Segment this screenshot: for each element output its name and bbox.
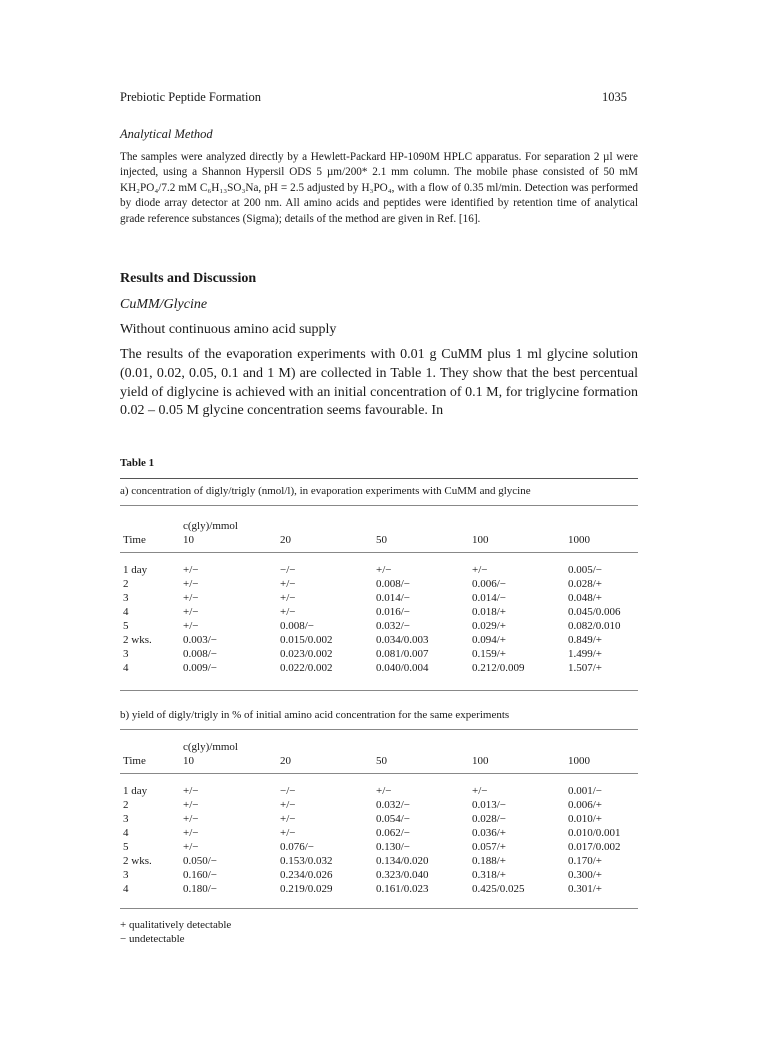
column-header: 1000: [568, 755, 590, 767]
value-cell: 0.017/0.002: [568, 841, 621, 853]
column-header: 20: [280, 534, 291, 546]
value-cell: +/−: [183, 827, 199, 839]
value-cell: 1.507/+: [568, 662, 603, 674]
column-header: 1000: [568, 534, 590, 546]
value-cell: +/−: [183, 785, 199, 797]
value-cell: +/−: [376, 785, 392, 797]
value-cell: 0.180/−: [183, 883, 218, 895]
value-cell: −/−: [280, 785, 296, 797]
value-cell: 0.300/+: [568, 869, 603, 881]
value-cell: +/−: [280, 592, 296, 604]
time-cell: 4: [123, 662, 129, 674]
table-row: [120, 634, 638, 648]
table-legend: [120, 918, 231, 946]
value-cell: 0.009/−: [183, 662, 218, 674]
value-cell: 0.018/+: [472, 606, 507, 618]
value-cell: 0.081/0.007: [376, 648, 429, 660]
time-header: Time: [123, 534, 146, 546]
value-cell: 0.023/0.002: [280, 648, 333, 660]
table-row: [120, 606, 638, 620]
table-rule: [120, 505, 638, 506]
time-cell: 3: [123, 813, 129, 825]
table-rule: [120, 773, 638, 774]
value-cell: 0.003/−: [183, 634, 218, 646]
cumm-glycine-subheading: CuMM/Glycine: [120, 297, 208, 312]
results-heading: Results and Discussion: [120, 271, 257, 286]
value-cell: 0.008/−: [183, 648, 218, 660]
value-cell: +/−: [183, 592, 199, 604]
value-cell: 0.040/0.004: [376, 662, 429, 674]
table-row: [120, 813, 638, 827]
value-cell: 0.076/−: [280, 841, 315, 853]
column-header: 50: [376, 534, 387, 546]
value-cell: +/−: [183, 578, 199, 590]
value-cell: −/−: [280, 564, 296, 576]
time-cell: 2 wks.: [123, 855, 152, 867]
value-cell: 0.029/+: [472, 620, 507, 632]
value-cell: 0.082/0.010: [568, 620, 621, 632]
time-cell: 1 day: [123, 785, 148, 797]
value-cell: 0.045/0.006: [568, 606, 621, 618]
time-cell: 4: [123, 883, 129, 895]
value-cell: 0.036/+: [472, 827, 507, 839]
value-cell: 0.219/0.029: [280, 883, 333, 895]
value-cell: 0.134/0.020: [376, 855, 429, 867]
value-cell: 0.008/−: [280, 620, 315, 632]
value-cell: 0.048/+: [568, 592, 603, 604]
column-header: 20: [280, 755, 291, 767]
value-cell: +/−: [280, 813, 296, 825]
value-cell: +/−: [472, 564, 488, 576]
legend-item: − undetectable: [120, 933, 185, 945]
running-title: Prebiotic Peptide Formation: [120, 90, 261, 104]
time-cell: 3: [123, 869, 129, 881]
table-b-header-row: [120, 755, 638, 769]
value-cell: +/−: [376, 564, 392, 576]
analytical-method-heading: Analytical Method: [120, 127, 213, 141]
column-header: 100: [472, 534, 489, 546]
value-cell: 0.153/0.032: [280, 855, 333, 867]
table-row: [120, 662, 638, 676]
table-rule: [120, 552, 638, 553]
value-cell: 0.034/0.003: [376, 634, 429, 646]
table-row: [120, 841, 638, 855]
table-label: Table 1: [120, 457, 155, 469]
table-row: [120, 827, 638, 841]
value-cell: 0.094/+: [472, 634, 507, 646]
value-cell: 0.160/−: [183, 869, 218, 881]
value-cell: 0.013/−: [472, 799, 507, 811]
time-cell: 4: [123, 827, 129, 839]
value-cell: 0.014/−: [376, 592, 411, 604]
table-row: [120, 883, 638, 897]
time-cell: 3: [123, 648, 129, 660]
time-cell: 2: [123, 578, 129, 590]
column-header: 50: [376, 755, 387, 767]
value-cell: +/−: [280, 799, 296, 811]
value-cell: 0.028/+: [568, 578, 603, 590]
value-cell: +/−: [183, 813, 199, 825]
table-rule: [120, 908, 638, 909]
table-rule: [120, 729, 638, 730]
time-cell: 4: [123, 606, 129, 618]
value-cell: 0.016/−: [376, 606, 411, 618]
legend-item: + qualitatively detectable: [120, 919, 232, 931]
value-cell: 0.014/−: [472, 592, 507, 604]
table-b-caption: b) yield of digly/trigly in % of initial amino acid concentration for the same experiments: [120, 709, 510, 721]
value-cell: 0.062/−: [376, 827, 411, 839]
value-cell: 0.006/+: [568, 799, 603, 811]
value-cell: +/−: [183, 564, 199, 576]
column-header: 10: [183, 534, 194, 546]
value-cell: 0.425/0.025: [472, 883, 525, 895]
unit-label: c(gly)/mmol: [183, 520, 238, 532]
value-cell: +/−: [183, 799, 199, 811]
table-a-caption: a) concentration of digly/trigly (nmol/l), in evaporation experiments with CuMM and glycine: [120, 485, 531, 497]
value-cell: 0.212/0.009: [472, 662, 525, 674]
table-row: [120, 785, 638, 799]
table-a-header-row: [120, 534, 638, 548]
value-cell: 0.301/+: [568, 883, 603, 895]
table-row: [120, 855, 638, 869]
page-number: 1035: [602, 90, 627, 104]
value-cell: 0.170/+: [568, 855, 603, 867]
table-row: [120, 578, 638, 592]
value-cell: 0.008/−: [376, 578, 411, 590]
value-cell: 0.028/−: [472, 813, 507, 825]
value-cell: 0.050/−: [183, 855, 218, 867]
value-cell: 0.001/−: [568, 785, 603, 797]
value-cell: 0.010/+: [568, 813, 603, 825]
value-cell: 0.323/0.040: [376, 869, 429, 881]
time-cell: 2: [123, 799, 129, 811]
value-cell: 0.161/0.023: [376, 883, 429, 895]
table-a-unit-row: [120, 520, 638, 534]
value-cell: +/−: [183, 606, 199, 618]
value-cell: 0.057/+: [472, 841, 507, 853]
value-cell: 0.188/+: [472, 855, 507, 867]
value-cell: 0.032/−: [376, 799, 411, 811]
value-cell: 0.006/−: [472, 578, 507, 590]
value-cell: +/−: [472, 785, 488, 797]
table-row: [120, 869, 638, 883]
value-cell: 0.054/−: [376, 813, 411, 825]
table-row: [120, 799, 638, 813]
column-header: 100: [472, 755, 489, 767]
unit-label: c(gly)/mmol: [183, 741, 238, 753]
value-cell: +/−: [183, 841, 199, 853]
value-cell: 0.022/0.002: [280, 662, 333, 674]
value-cell: +/−: [183, 620, 199, 632]
table-b-unit-row: [120, 741, 638, 755]
value-cell: 0.849/+: [568, 634, 603, 646]
time-cell: 2 wks.: [123, 634, 152, 646]
value-cell: 1.499/+: [568, 648, 603, 660]
without-supply-subheading: Without continuous amino acid supply: [120, 322, 337, 337]
time-cell: 5: [123, 841, 129, 853]
table-rule: [120, 690, 638, 691]
table-row: [120, 620, 638, 634]
table-row: [120, 648, 638, 662]
value-cell: 0.130/−: [376, 841, 411, 853]
column-header: 10: [183, 755, 194, 767]
time-header: Time: [123, 755, 146, 767]
time-cell: 3: [123, 592, 129, 604]
time-cell: 1 day: [123, 564, 148, 576]
value-cell: 0.005/−: [568, 564, 603, 576]
value-cell: 0.015/0.002: [280, 634, 333, 646]
value-cell: 0.010/0.001: [568, 827, 621, 839]
time-cell: 5: [123, 620, 129, 632]
value-cell: +/−: [280, 827, 296, 839]
value-cell: 0.159/+: [472, 648, 507, 660]
value-cell: 0.234/0.026: [280, 869, 333, 881]
analytical-method-paragraph: The samples were analyzed directly by a Hewlett-Packard HP-1090M HPLC apparatus. For separation 2 µl were injected, using a Shannon Hypersil ODS 5 µm/200* 2.1 mm column. The mobile phase consisted of 50 mM KH₂PO₄/7.2 mM C₆H₁₃SO₃Na, pH = 2.5 adjusted by H₃PO₄, with a flow of 0.35 ml/min. Detection was performed by diode array detector at 200 nm. All amino acids and peptides were identified by retention time of analytical grade reference substances (Sigma); details of the method are given in Ref. [16].: [120, 151, 638, 225]
results-paragraph: The results of the evaporation experiments with 0.01 g CuMM plus 1 ml glycine solution (0.01, 0.02, 0.05, 0.1 and 1 M) are collected in Table 1. They show that the best percentual yield of diglycine is achieved with an initial concentration of 0.1 M, for triglycine formation 0.02 – 0.05 M glycine concentration seems favourable. In: [120, 347, 638, 419]
table-row: [120, 564, 638, 578]
table-row: [120, 592, 638, 606]
table-rule: [120, 478, 638, 479]
value-cell: +/−: [280, 578, 296, 590]
value-cell: +/−: [280, 606, 296, 618]
value-cell: 0.318/+: [472, 869, 507, 881]
value-cell: 0.032/−: [376, 620, 411, 632]
